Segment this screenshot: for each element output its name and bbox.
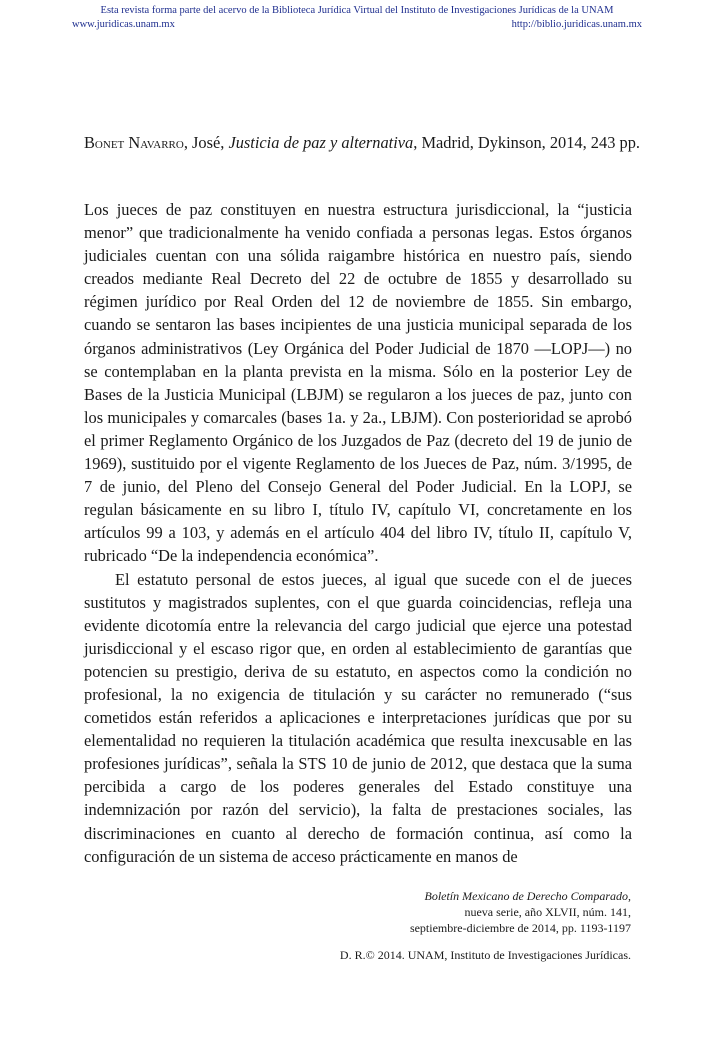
- paragraph-1: Los jueces de paz constituyen en nuestra estructura jurisdiccional, la “justicia menor” que tradicionalmente ha venido confiada a personas legas. Estos órganos judiciales cuentan con una sólida raigambre histórica en nuestro país, siendo creados mediante Real Decreto del 22 de octubre de 1855 y desarrollado su régimen jurídico por Real Orden del 12 de noviembre de 1855. Sin embargo, cuando se sentaron las bases incipientes de una justicia municipal separada de los órganos administrativos (Ley Orgánica del Poder Judicial de 1870 —LOPJ—) no se contemplaban en la planta prevista en la misma. Sólo en la posterior Ley de Bases de la Justicia Municipal (LBJM) se regularon a los jueces de paz, junto con los municipales y comarcales (bases 1a. y 2a., LBJM). Con posterioridad se aprobó el primer Reglamento Orgánico de los Juzgados de Paz (decreto del 19 de junio de 1969), sustituido por el vigente Reglamento de los Jueces de Paz, núm. 3/1995, de 7 de junio, del Pleno del Consejo General del Poder Judicial. En la LOPJ, se regulan básicamente en su libro I, título IV, capítulo VI, concretamente en los artículos 99 a 103, y además en el artículo 404 del libro IV, título II, capítulo V, rubricado “De la independencia económica”.: [84, 200, 632, 566]
- banner-links: [72, 18, 642, 32]
- book-citation: [84, 131, 653, 155]
- biblio-link[interactable]: http://biblio.juridicas.unam.mx: [511, 19, 642, 30]
- journal-series: nueva serie, año XLVII, núm. 141,: [464, 905, 631, 919]
- journal-reference: [231, 888, 631, 936]
- journal-issue: septiembre-diciembre de 2014, pp. 1193-1197: [409, 921, 631, 935]
- paragraph-2: El estatuto personal de estos jueces, al igual que sucede con el de jueces sustitutos y magistrados suplentes, con el que guarda coincidencias, refleja una evidente dicotomía entre la relevancia del cargo judicial que ejerce una potestad jurisdiccional y el escaso rigor que, en orden al establecimiento de garantías que potencien su prestigio, deriva de su estatuto, en aspectos como la condición no profesional, la no exigencia de titulación y su carácter no remunerado (“sus cometidos están referidos a aplicaciones e interpretaciones jurídicas que por su elementalidad no requieren la titulación académica que resulta inexcusable en las profesiones jurídicas”, señala la STS 10 de junio de 2012, que destaca que la suma percibida a cargo de los poderes generales del Estado constituye una indemnización por razón del servicio), la falta de prestaciones sociales, las discriminaciones en cuanto al derecho de formación continua, así como la configuración de un sistema de acceso prácticamente en manos de: [84, 569, 632, 866]
- juridicas-link[interactable]: www.juridicas.unam.mx: [72, 19, 175, 30]
- review-body: [84, 198, 632, 868]
- publication-details: , Madrid, Dykinson, 2014, 243 pp.: [413, 133, 640, 152]
- copyright-notice: D. R.© 2014. UNAM, Instituto de Investigaciones Jurídicas.: [339, 948, 631, 962]
- book-title: Justicia de paz y alternativa: [228, 133, 414, 152]
- banner-notice: Esta revista forma parte del acervo de la Biblioteca Jurídica Virtual del Instituto de Investigaciones Jurídicas de la UNAM: [100, 5, 614, 16]
- journal-title: Boletín Mexicano de Derecho Comparado: [424, 889, 628, 903]
- author-given-name: , José,: [183, 133, 229, 152]
- repository-banner: [72, 4, 642, 32]
- journal-title-comma: ,: [628, 889, 631, 903]
- author-surname: Bonet Navarro: [84, 133, 184, 152]
